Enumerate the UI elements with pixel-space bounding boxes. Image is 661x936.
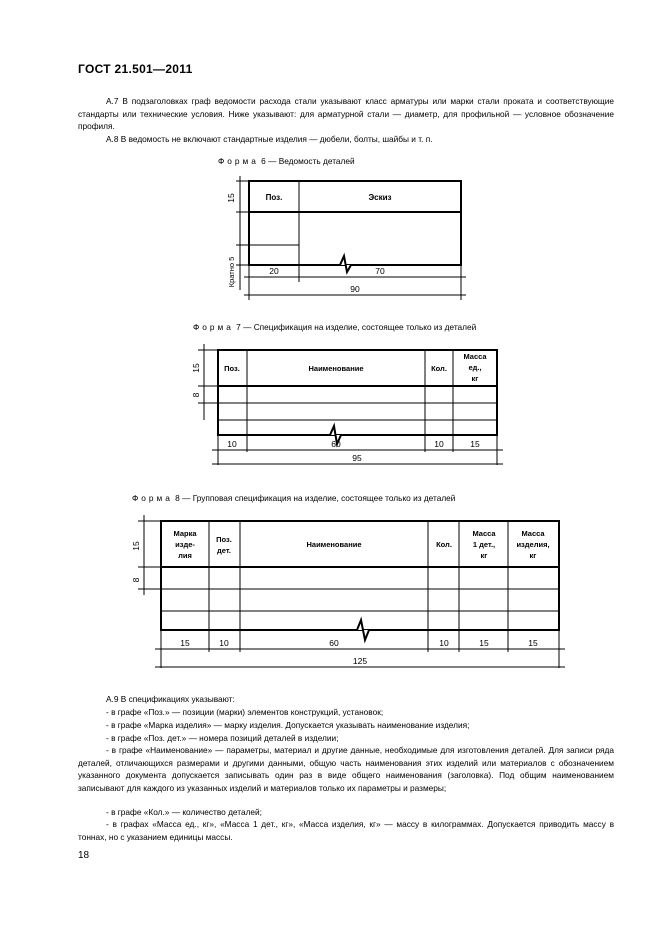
form8-header-mass1-line3: кг — [480, 551, 488, 560]
form6-dim-row: Кратно 5 — [227, 256, 236, 288]
a9-item-pos: - в графе «Поз.» — позиции (марки) элементов конструкций, установок; — [106, 707, 384, 717]
form8-dim-col4: 10 — [439, 638, 449, 648]
a9-item-mass: - в графах «Масса ед., кг», «Масса 1 дет., кг», «Масса изделия, кг» — массу в килограммах. Допускается приводить массу в тоннах, но с указанием единицы массы. — [78, 819, 614, 842]
form7-dim-col2: 60 — [331, 439, 341, 449]
form6-dim-total: 90 — [350, 284, 360, 294]
form8-header-mark-line3: лия — [178, 551, 192, 560]
form8-dim-header: 15 — [131, 541, 141, 551]
form8-caption-text: 8 — Групповая спецификация на изделие, состоящее только из деталей — [175, 493, 456, 503]
form6-dim-col1: 20 — [269, 266, 279, 276]
form7-dim-col1: 10 — [227, 439, 237, 449]
page-number: 18 — [78, 850, 90, 861]
form6-dim-header: 15 — [226, 193, 236, 203]
form8-dim-col3: 60 — [329, 638, 339, 648]
form6-header-pos: Поз. — [265, 193, 283, 202]
a9-item-pos-det: - в графе «Поз. дет.» — номера позиций деталей в изделии; — [106, 733, 339, 743]
form8-header-massi-line3: кг — [529, 551, 537, 560]
form8-header-qty: Кол. — [436, 540, 452, 549]
form8-dim-total: 125 — [352, 656, 368, 666]
form8-dim-col6: 15 — [528, 638, 538, 648]
form8-dim-col5: 15 — [479, 638, 489, 648]
form7-dim-col3: 10 — [434, 439, 444, 449]
form7-header-mass-line2: ед., — [468, 363, 482, 372]
a9-item-name: - в графе «Наименование» — параметры, материал и другие данные, необходимые для изготовления деталей. Для записи ряда деталей, отличающихся размерами и другими данными, общую часть наименования этих изделий или материалов с обозначением указанного документа допускается записывать один раз в виде общего наименования (заголовка). Под общим наименованием записывают для каждого из указанных изделий и материалов только их параметры и размеры; — [78, 745, 614, 793]
form8-header-mark-line2: изде- — [175, 540, 195, 549]
form6-caption-text: 6 — Ведомость деталей — [261, 156, 355, 166]
form7-header-qty: Кол. — [431, 364, 447, 373]
form6-header-sketch: Эскиз — [368, 193, 392, 202]
paragraph-a8: А.8 В ведомость не включают стандартные изделия — дюбели, болты, шайбы и т. п. — [106, 134, 433, 144]
form7-header-pos: Поз. — [224, 364, 240, 373]
paragraph-a7: А.7 В подзаголовках граф ведомости расхода стали указывают класс арматуры или марки стали проката и соответствующие стандарты или технические условия. Ниже указывают: для арматурной стали — диаметр, для профильной — условное обозначение профиля. — [78, 96, 614, 132]
form8-dim-col2: 10 — [219, 638, 229, 648]
form7-caption-text: 7 — Спецификация на изделие, состоящее только из деталей — [236, 322, 477, 332]
form8-caption-word: Форма — [132, 493, 173, 503]
form6-caption-word: Форма — [218, 156, 259, 166]
form8-dim-row: 8 — [131, 577, 141, 583]
document-header: ГОСТ 21.501—2011 — [78, 62, 193, 76]
form8-header-mark-line1: Марка — [173, 529, 197, 538]
form7-header-mass-line3: кг — [471, 374, 479, 383]
form6-dim-col2: 70 — [375, 266, 385, 276]
form8-header-massi-line1: Масса — [521, 529, 545, 538]
form8-header-pos-line2: дет. — [217, 546, 231, 555]
a9-title: А.9 В спецификациях указывают: — [106, 694, 235, 704]
form8-header-name: Наименование — [306, 540, 362, 549]
form8-header-mass1-line2: 1 дет., — [472, 540, 496, 549]
form8-header-pos-line1: Поз. — [216, 535, 232, 544]
form7-dim-total: 95 — [352, 453, 362, 463]
form8-dimensions — [138, 515, 565, 668]
form7-dim-col4: 15 — [470, 439, 480, 449]
a9-item-qty: - в графе «Кол.» — количество деталей; — [106, 807, 262, 817]
form7-dim-row: 8 — [191, 392, 201, 398]
form7-dim-header: 15 — [191, 363, 201, 373]
a9-item-mark: - в графе «Марка изделия» — марку изделия. Допускается указывать наименование изделия; — [106, 720, 470, 730]
form7-dimensions — [198, 344, 503, 465]
form7-header-mass-line1: Масса — [463, 352, 487, 361]
form8-header-massi-line2: изделия, — [516, 540, 550, 549]
form8-header-mass1-line1: Масса — [472, 529, 496, 538]
form8-dim-col1: 15 — [180, 638, 190, 648]
form7-header-name: Наименование — [308, 364, 364, 373]
form7-caption-word: Форма — [193, 322, 234, 332]
